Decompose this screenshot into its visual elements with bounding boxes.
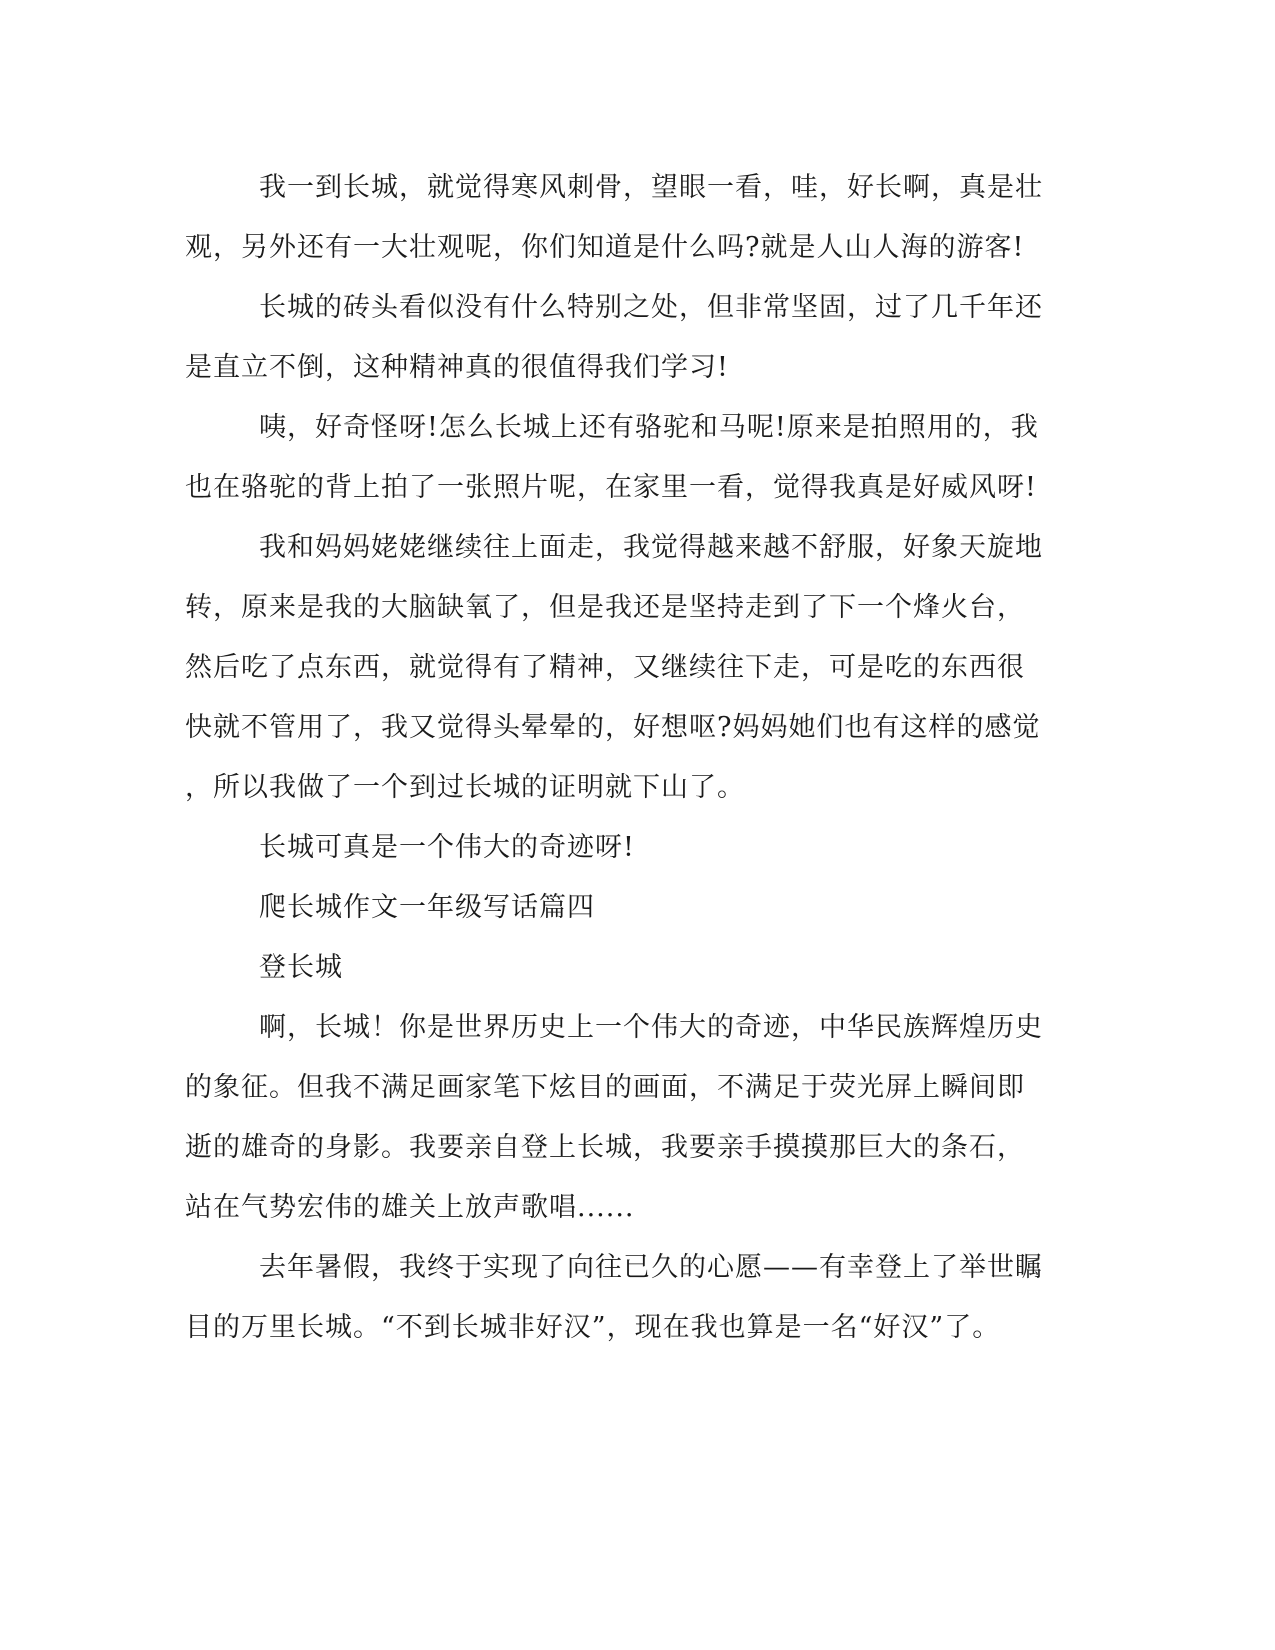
text-line: 我一到长城，就觉得寒风刺骨，望眼一看，哇，好长啊，真是壮 [259,172,1043,203]
text-line: 观，另外还有一大壮观呢，你们知道是什么吗?就是人山人海的游客! [185,232,1025,263]
text-line: 然后吃了点东西，就觉得有了精神，又继续往下走，可是吃的东西很 [185,652,1025,683]
section-heading: 爬长城作文一年级写话篇四 [259,892,595,923]
text-line: 我和妈妈姥姥继续往上面走，我觉得越来越不舒服，好象天旋地 [259,532,1043,563]
text-line: 是直立不倒，这种精神真的很值得我们学习! [185,352,729,383]
text-line: ，所以我做了一个到过长城的证明就下山了。 [185,772,745,803]
document-body [185,158,1065,1358]
text-line: 长城可真是一个伟大的奇迹呀! [259,832,635,863]
text-line: 站在气势宏伟的雄关上放声歌唱...... [185,1192,635,1223]
text-line: 快就不管用了，我又觉得头晕晕的，好想呕?妈妈她们也有这样的感觉 [185,712,1041,743]
text-line: 长城的砖头看似没有什么特别之处，但非常坚固，过了几千年还 [259,292,1043,323]
text-line: 去年暑假，我终于实现了向往已久的心愿——有幸登上了举世瞩 [259,1252,1043,1283]
text-line: 的象征。但我不满足画家笔下炫目的画面，不满足于荧光屏上瞬间即 [185,1072,1025,1103]
text-line: 啊，长城！你是世界历史上一个伟大的奇迹，中华民族辉煌历史 [259,1012,1043,1043]
text-line: 咦，好奇怪呀!怎么长城上还有骆驼和马呢!原来是拍照用的，我 [259,412,1039,443]
text-line: 转，原来是我的大脑缺氧了，但是我还是坚持走到了下一个烽火台， [185,592,1025,623]
text-line: 目的万里长城。“不到长城非好汉”，现在我也算是一名“好汉”了。 [185,1312,1001,1343]
text-line: 也在骆驼的背上拍了一张照片呢，在家里一看，觉得我真是好威风呀! [185,472,1037,503]
text-line: 逝的雄奇的身影。我要亲自登上长城，我要亲手摸摸那巨大的条石， [185,1132,1025,1163]
essay-title: 登长城 [259,952,343,983]
